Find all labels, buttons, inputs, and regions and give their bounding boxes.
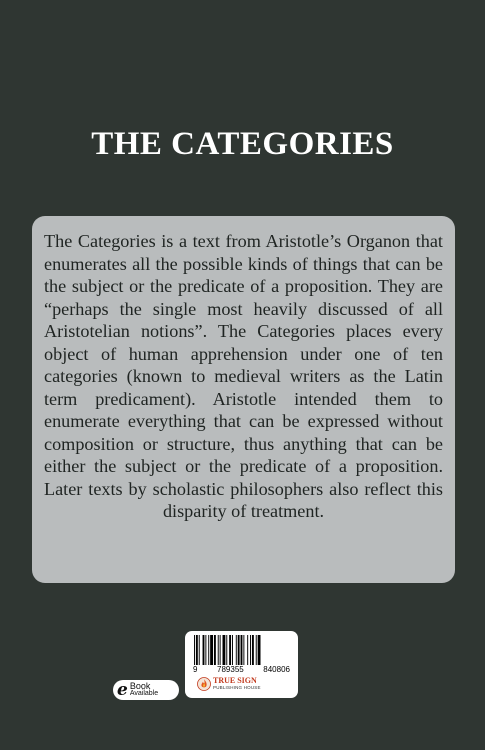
isbn-prefix: 9 [193,665,198,674]
ebook-available-badge [113,680,179,700]
isbn-numbers [191,665,292,674]
ebook-label: Book [129,681,151,691]
publisher-subtitle: PUBLISHING HOUSE [213,685,261,690]
ebook-available-label: Available [129,690,159,697]
barcode-icon [192,635,292,665]
blurb-text: The Categories is a text from Aristotle’s Organon that enumerates all the possible kinds of things that can be the subject or the predicate of a proposition. They are “perhaps the single most heavily discussed of all Aristotelian notions”. The Categories places every object of human apprehension under one of ten categories (known to medieval writers as the Latin term predicament). Aristotle intended them to enumerate everything that can be expressed without composition or structure, thus anything that can be either the subject or the predicate of a proposition. Later texts by scholastic philosophers also reflect this disparity of treatment. [44,231,443,521]
ebook-e-icon: e [117,679,128,700]
blurb-panel [32,216,455,583]
book-title: THE CATEGORIES [91,126,394,162]
publisher-logo [191,677,292,691]
publisher-name: TRUE SIGN [213,676,257,685]
isbn-group-1: 789355 [217,665,244,674]
flame-logo-icon [197,677,211,691]
barcode-card [185,631,298,698]
isbn-group-2: 840806 [263,665,290,674]
